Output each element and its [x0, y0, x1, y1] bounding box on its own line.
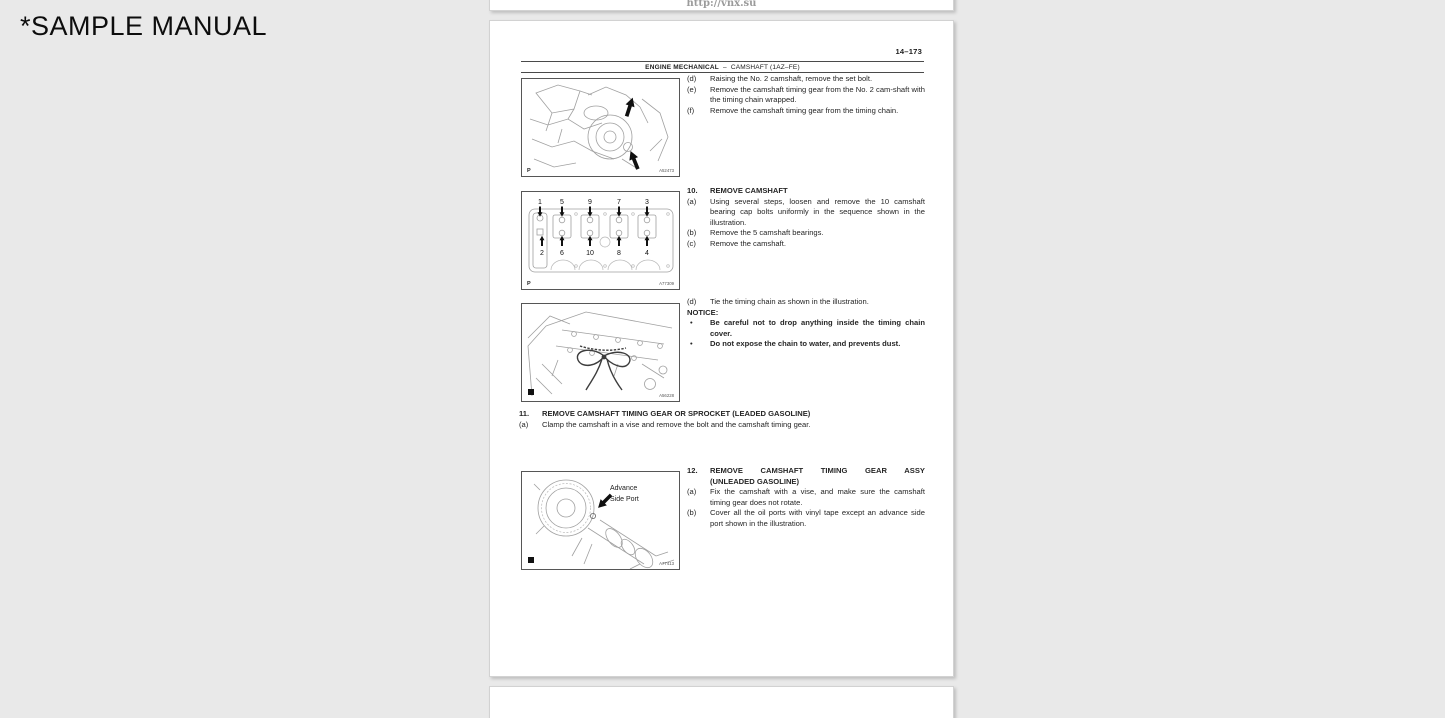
- notice-bullet-1: [687, 318, 925, 339]
- substep-text: Raising the No. 2 camshaft, remove the set bolt.: [710, 74, 873, 83]
- step-10: [687, 186, 925, 250]
- page-header: [521, 61, 924, 73]
- figure-code: A77309: [659, 281, 674, 286]
- camshaft-sketch: [534, 480, 674, 569]
- substep-text: Cover all the oil ports with vinyl tape except an advance side port shown in the illustration.: [710, 508, 925, 528]
- substep-marker: (a): [687, 487, 697, 497]
- port-annotation-line1: Advance: [610, 485, 638, 492]
- sequence-number: 9: [588, 199, 592, 206]
- sample-manual-label: *SAMPLE MANUAL: [20, 11, 268, 41]
- substep-f: [687, 106, 925, 117]
- step-9-substeps: [687, 74, 925, 116]
- figure-corner-letter: P: [527, 281, 531, 287]
- substep-text: Remove the 5 camshaft bearings.: [710, 228, 824, 238]
- substep-marker: (d): [687, 74, 697, 83]
- up-arrow-icon: [560, 236, 565, 246]
- substep-text: Remove the camshaft timing gear from the timing chain.: [710, 105, 899, 115]
- page-number: 14–173: [895, 47, 922, 56]
- substep-marker: (b): [687, 228, 697, 238]
- engine-marker-icon: [528, 389, 534, 395]
- step-12: [687, 466, 925, 530]
- site-watermark: http://vnx.su: [686, 0, 757, 9]
- up-arrow-icon: [617, 236, 622, 246]
- substep-a: [687, 487, 925, 508]
- step-12-title-row: [687, 466, 925, 487]
- figure-corner-letter: P: [527, 168, 531, 174]
- substep-marker: (c): [687, 238, 696, 248]
- figure-advance-side-port: [521, 471, 680, 570]
- substep-d: [687, 74, 925, 85]
- step-11-title-row: [519, 409, 925, 420]
- bullet-icon: •: [690, 339, 693, 349]
- substep-marker: (d): [687, 297, 697, 306]
- step-title: REMOVE CAMSHAFT: [710, 186, 788, 195]
- figure-remove-set-bolt-illustration: [522, 79, 679, 176]
- sequence-number: 3: [645, 199, 649, 206]
- figure-code: A77413: [659, 561, 674, 566]
- sequence-number: 5: [560, 199, 564, 206]
- step-title: [710, 466, 925, 487]
- substep-c: [687, 239, 925, 250]
- previous-page: [489, 0, 954, 11]
- substep-e: [687, 85, 925, 106]
- figure-tie-timing-chain-illustration: [522, 304, 679, 401]
- cylinder-head-sketch: [529, 209, 673, 272]
- up-left-arrow-icon: [626, 149, 642, 171]
- engine-sketch: [528, 312, 672, 396]
- next-page: [489, 686, 954, 718]
- up-arrow-icon: [540, 236, 545, 246]
- substep-b: [687, 228, 925, 239]
- sequence-number: 10: [586, 250, 594, 257]
- substep-a: [519, 420, 925, 431]
- step-number: 12.: [687, 466, 698, 475]
- step-number: 10.: [687, 186, 698, 195]
- sequence-number: 8: [617, 250, 621, 257]
- sequence-number: 2: [540, 250, 544, 257]
- substep-text: Tie the timing chain as shown in the illustration.: [710, 297, 869, 306]
- figure-code: A52473: [659, 168, 674, 173]
- figure-bolt-sequence-illustration: [522, 192, 679, 289]
- substep-marker: (a): [519, 419, 529, 429]
- port-annotation-line2: Side Port: [610, 496, 639, 503]
- substep-text: Remove the camshaft timing gear from the No. 2 cam-shaft with the timing chain wrapped.: [710, 84, 925, 105]
- sequence-number: 7: [617, 199, 621, 206]
- bullet-icon: •: [690, 318, 693, 328]
- sequence-number: 6: [560, 250, 564, 257]
- up-arrow-icon: [588, 236, 593, 246]
- notice-label: NOTICE:: [687, 307, 719, 317]
- notice-bullet-2: [687, 339, 925, 350]
- step-title: REMOVE CAMSHAFT TIMING GEAR OR SPROCKET (LEADED GASOLINE): [542, 409, 811, 418]
- substep-text: Clamp the camshaft in a vise and remove the bolt and the camshaft timing gear.: [542, 419, 811, 429]
- step-11: [519, 409, 925, 430]
- figure-remove-set-bolt: [521, 78, 680, 177]
- manual-page: [489, 20, 954, 677]
- step-10-title-row: [687, 186, 925, 197]
- substep-text: Fix the camshaft with a vise, and make sure the camshaft timing gear does not rotate.: [710, 487, 925, 507]
- substep-text: Remove the camshaft.: [710, 238, 786, 248]
- figure-bolt-sequence: [521, 191, 680, 290]
- substep-marker: (f): [687, 105, 695, 115]
- engine-marker-icon: [528, 557, 534, 563]
- figure-tie-timing-chain: [521, 303, 680, 402]
- substep-b: [687, 508, 925, 529]
- substep-d: [687, 297, 925, 308]
- step-number: 11.: [519, 409, 530, 418]
- sequence-number: 4: [645, 250, 649, 257]
- header-separator: –: [722, 63, 727, 71]
- step-title-line1: REMOVE CAMSHAFT TIMING GEAR ASSY: [710, 466, 925, 475]
- figure-advance-side-port-illustration: [522, 472, 679, 569]
- notice-text: Do not expose the chain to water, and prevents dust.: [710, 339, 901, 349]
- sequence-number: 1: [538, 199, 542, 206]
- figure-code: A56228: [659, 393, 674, 398]
- substep-marker: (a): [687, 196, 697, 206]
- notice-text: Be careful not to drop anything inside the timing chain cover.: [710, 318, 925, 338]
- up-arrow-icon: [622, 96, 637, 117]
- substep-marker: (b): [687, 508, 697, 518]
- header-section: ENGINE MECHANICAL: [645, 63, 719, 71]
- up-arrow-icon: [645, 236, 650, 246]
- engine-sketch: [530, 85, 668, 169]
- substep-a: [687, 197, 925, 229]
- step-title-line2: (UNLEADED GASOLINE): [710, 476, 800, 486]
- substep-text: Using several steps, loosen and remove the 10 camshaft bearing cap bolts uniformly in the sequence shown in the illustration.: [710, 196, 925, 227]
- step-10-notice: [687, 297, 925, 350]
- header-subsection: CAMSHAFT (1AZ–FE): [730, 63, 800, 71]
- substep-marker: (e): [687, 84, 697, 94]
